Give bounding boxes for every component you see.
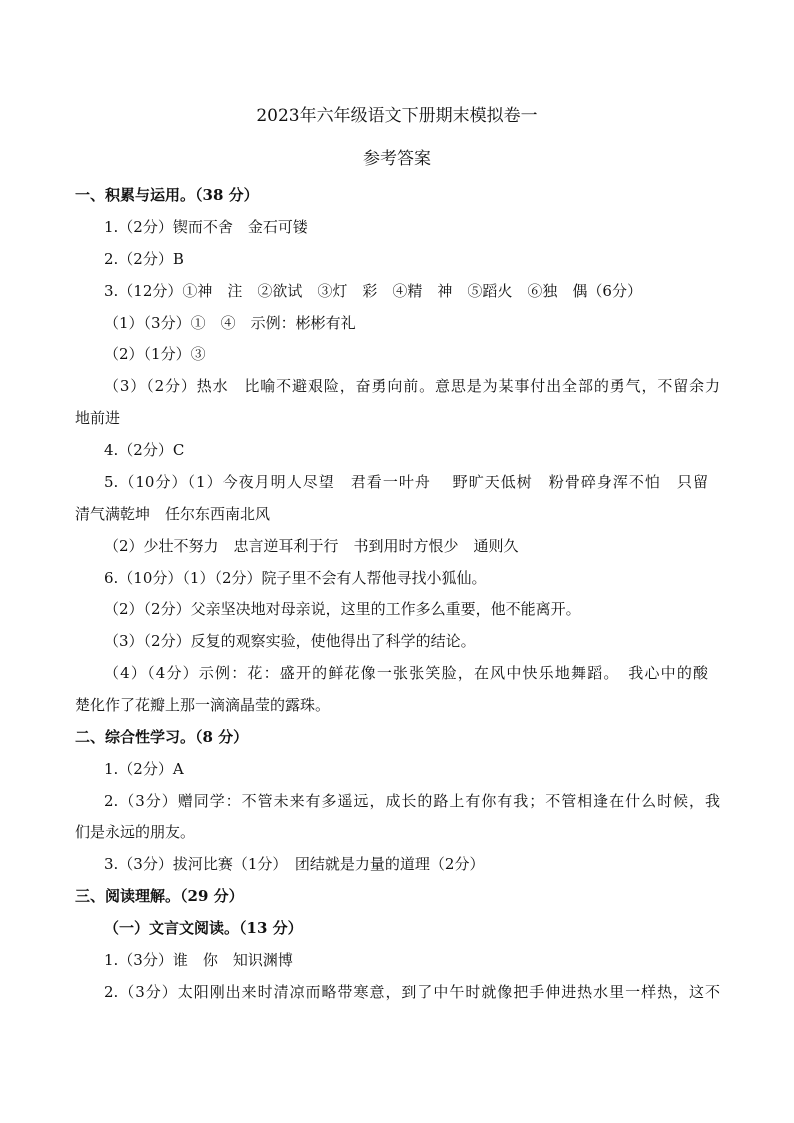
answer-line: 6.（10分）（1）（2分）院子里不会有人帮他寻找小狐仙。 — [104, 569, 487, 587]
answer-line-continued: 地前进 — [75, 409, 121, 427]
answer-line: （2）（2分）父亲坚决地对母亲说，这里的工作多么重要，他不能离开。 — [104, 600, 581, 618]
answer-line: （2）少壮不努力 忠言逆耳利于行 书到用时方恨少 通则久 — [104, 537, 519, 555]
answer-line: （3）（2分）热水 比喻不避艰险，奋勇向前。意思是为某事付出全部的勇气，不留余力 — [104, 377, 720, 395]
section-heading-1: 一、积累与运用。（38 分） — [75, 186, 259, 204]
answer-line: 2.（2分）B — [104, 250, 184, 268]
section-heading-3: 三、阅读理解。（29 分） — [75, 887, 244, 905]
answer-line: 1.（2分）锲而不舍 金石可镂 — [104, 218, 308, 236]
section-heading-2: 二、综合性学习。（8 分） — [75, 728, 249, 746]
answer-line-continued: 们是永远的朋友。 — [75, 823, 196, 841]
answer-line: （1）（3分）① ④ 示例：彬彬有礼 — [104, 314, 356, 332]
subsection-heading: （一）文言文阅读。（13 分） — [104, 919, 303, 937]
page-title: 2023年六年级语文下册期末模拟卷一 — [256, 106, 538, 126]
answer-line-continued: 楚化作了花瓣上那一滴滴晶莹的露珠。 — [75, 696, 331, 714]
answer-line: 1.（3分）谁 你 知识渊博 — [104, 951, 293, 969]
answer-line: 1.（2分）A — [104, 760, 184, 778]
answer-line: （4）（4分）示例：花：盛开的鲜花像一张张笑脸，在风中快乐地舞蹈。 我心中的酸 — [104, 664, 708, 682]
answer-line: 4.（2分）C — [104, 441, 185, 459]
answer-line-continued: 清气满乾坤 任尔东西南北风 — [75, 505, 271, 523]
answer-line: 3.（12分）①神 注 ②欲试 ③灯 彩 ④精 神 ⑤蹈火 ⑥独 偶（6分） — [104, 282, 642, 300]
answer-line: 2.（3分）赠同学：不管未来有多遥远，成长的路上有你有我；不管相逢在什么时候，我 — [104, 792, 720, 810]
page-subtitle: 参考答案 — [363, 149, 431, 169]
answer-line: 5.（10分）（1）今夜月明人尽望 君看一叶舟 野旷天低树 粉骨碎身浑不怕 只留 — [104, 473, 708, 491]
answer-line: 2.（3分）太阳刚出来时清凉而略带寒意，到了中午时就像把手伸进热水里一样热，这不 — [104, 983, 720, 1001]
answer-line: （3）（2分）反复的观察实验，使他得出了科学的结论。 — [104, 632, 476, 650]
answer-line: 3.（3分）拔河比赛（1分） 团结就是力量的道理（2分） — [104, 855, 485, 873]
answer-line: （2）（1分）③ — [104, 345, 206, 363]
